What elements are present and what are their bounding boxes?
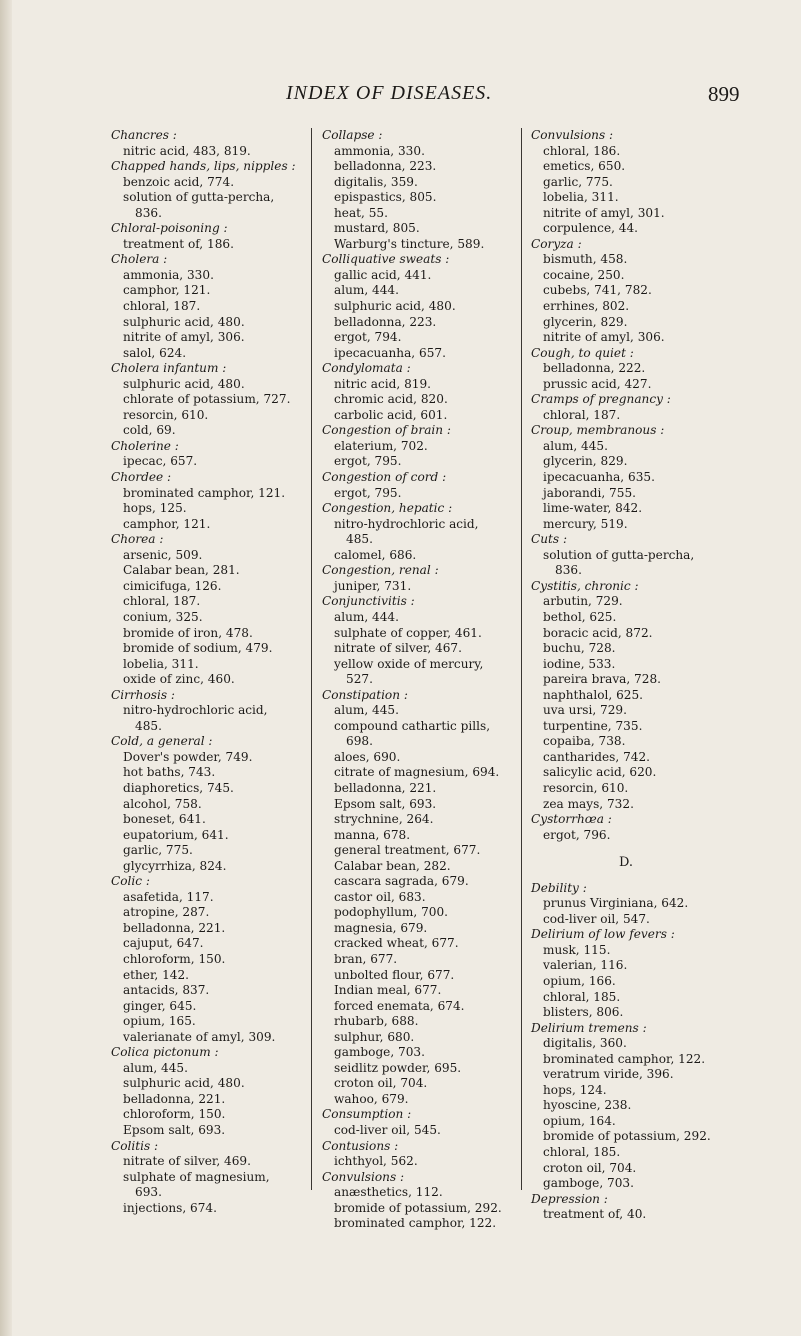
index-entry: ammonia, 330. (334, 143, 425, 158)
index-entry: cod-liver oil, 545. (334, 1123, 441, 1137)
index-entry: hops, 125. (123, 501, 187, 516)
index-entry: epispastics, 805. (334, 190, 437, 205)
index-entry: boracic acid, 872. (543, 625, 653, 640)
index-entry: Epsom salt, 693. (334, 796, 437, 811)
index-heading: Colliquative sweats : (322, 252, 450, 267)
index-entry: copaiba, 738. (543, 734, 626, 749)
running-title: INDEX OF DISEASES. (286, 82, 493, 104)
index-heading: Congestion, hepatic : (322, 501, 453, 516)
index-entry: opium, 164. (543, 1113, 616, 1128)
index-heading: Constipation : (322, 687, 408, 702)
index-heading: Cystitis, chronic : (531, 578, 639, 593)
index-heading: Delirium of low fevers : (531, 927, 675, 942)
index-entry: boneset, 641. (123, 812, 206, 827)
index-entry: errhines, 802. (543, 299, 630, 314)
index-entry: gamboge, 703. (543, 1176, 634, 1191)
index-entry: croton oil, 704. (543, 1160, 637, 1175)
index-entry: strychnine, 264. (334, 812, 434, 827)
index-entry: ergot, 796. (543, 827, 611, 842)
index-entry: bromide of sodium, 479. (123, 641, 273, 656)
index-entry: camphor, 121. (123, 283, 211, 298)
index-entry: calomel, 686. (334, 547, 417, 562)
index-entry: antacids, 837. (123, 983, 210, 998)
index-entry: rhubarb, 688. (334, 1014, 419, 1029)
index-entry: manna, 678. (334, 827, 411, 842)
index-entry: nitrate of silver, 467. (334, 641, 462, 656)
index-entry: garlic, 775. (123, 843, 193, 858)
column-rule-1 (311, 128, 312, 1190)
index-entry: chloral, 185. (543, 989, 621, 1004)
index-entry: cracked wheat, 677. (334, 936, 459, 951)
index-heading: Conjunctivitis : (322, 594, 415, 609)
index-entry: cascara sagrada, 679. (334, 874, 469, 889)
index-entry: ammonia, 330. (123, 267, 214, 282)
index-entry: atropine, 287. (123, 905, 210, 920)
index-entry: zea mays, 732. (543, 796, 634, 811)
index-entry: veratrum viride, 396. (543, 1067, 674, 1082)
index-entry: cajuput, 647. (123, 936, 204, 951)
index-entry: resorcin, 610. (123, 407, 209, 422)
index-entry: nitrite of amyl, 306. (123, 330, 245, 345)
index-entry: belladonna, 221. (334, 780, 437, 795)
index-entry: solution of gutta-percha, 836. (543, 547, 695, 578)
index-entry: pareira brava, 728. (543, 672, 661, 687)
index-entry: belladonna, 221. (123, 920, 226, 935)
index-entry: valerian, 116. (543, 958, 628, 973)
index-heading: Contusions : (322, 1138, 399, 1153)
index-entry: nitro-hydrochloric acid, 485. (123, 703, 268, 733)
index-entry: chloral, 187. (123, 594, 201, 609)
page-edge (0, 0, 12, 1336)
index-entry: alum, 444. (334, 283, 399, 298)
index-entry: iodine, 533. (543, 656, 616, 671)
index-entry: croton oil, 704. (334, 1076, 428, 1091)
index-heading: Delirium tremens : (531, 1020, 647, 1035)
index-entry: alum, 445. (543, 438, 608, 453)
index-entry: nitrate of silver, 469. (123, 1154, 251, 1169)
index-entry: injections, 674. (123, 1200, 217, 1215)
index-heading: Congestion, renal : (322, 563, 439, 578)
index-entry: oxide of zinc, 460. (123, 672, 235, 687)
index-entry: ginger, 645. (123, 998, 197, 1013)
index-entry: chloral, 187. (543, 407, 621, 422)
index-entry: Epsom salt, 693. (123, 1123, 226, 1137)
index-entry: mercury, 519. (543, 516, 628, 531)
index-entry: hyoscine, 238. (543, 1098, 632, 1113)
index-entry: citrate of magnesium, 694. (334, 765, 500, 780)
index-entry: chlorate of potassium, 727. (123, 392, 291, 407)
index-heading: Colica pictonum : (111, 1045, 219, 1060)
index-entry: digitalis, 359. (334, 174, 418, 189)
index-entry: hops, 124. (543, 1082, 607, 1097)
index-heading: Debility : (531, 880, 587, 895)
index-entry: prussic acid, 427. (543, 376, 652, 391)
index-heading: Congestion of cord : (322, 470, 447, 485)
index-heading: Colic : (111, 874, 150, 889)
index-entry: lobelia, 311. (543, 190, 619, 205)
index-heading: Chapped hands, lips, nipples : (111, 159, 296, 174)
index-entry: belladonna, 223. (334, 159, 437, 174)
index-entry: camphor, 121. (123, 516, 211, 531)
index-entry: ichthyol, 562. (334, 1154, 418, 1169)
index-entry: ether, 142. (123, 967, 190, 982)
index-entry: bromide of potassium, 292. (543, 1129, 711, 1144)
index-entry: gamboge, 703. (334, 1045, 425, 1060)
section-letter: D. (618, 855, 634, 871)
index-entry: chloral, 187. (123, 299, 201, 314)
index-entry: brominated camphor, 121. (123, 485, 286, 500)
index-entry: prunus Virginiana, 642. (543, 896, 689, 911)
index-entry: aloes, 690. (334, 749, 401, 764)
index-entry: treatment of, 186. (123, 236, 234, 251)
index-heading: Cystorrhœa : (531, 812, 612, 827)
index-entry: chloral, 185. (543, 1145, 621, 1159)
index-entry: corpulence, 44. (543, 221, 639, 236)
index-entry: sulphuric acid, 480. (123, 1076, 245, 1091)
index-entry: resorcin, 610. (543, 780, 629, 795)
index-entry: brominated camphor, 122. (334, 1216, 497, 1231)
index-entry: belladonna, 223. (334, 314, 437, 329)
index-heading: Congestion of brain : (322, 423, 451, 438)
index-heading: Convulsions : (531, 128, 614, 142)
index-entry: juniper, 731. (334, 578, 412, 593)
index-entry: ipecac, 657. (123, 454, 198, 469)
index-entry: emetics, 650. (543, 159, 626, 174)
index-heading: Cough, to quiet : (531, 345, 634, 360)
index-entry: cocaine, 250. (543, 267, 625, 282)
index-entry: arbutin, 729. (543, 594, 623, 609)
index-entry: elaterium, 702. (334, 438, 428, 453)
index-heading: Cramps of pregnancy : (531, 392, 671, 407)
index-entry: arsenic, 509. (123, 547, 203, 562)
index-entry: hot baths, 743. (123, 765, 216, 780)
index-entry: Calabar bean, 281. (123, 563, 240, 578)
index-entry: alum, 445. (123, 1060, 188, 1075)
index-entry: sulphuric acid, 480. (123, 376, 245, 391)
index-heading: Cholera infantum : (111, 361, 227, 376)
index-entry: nitric acid, 819. (334, 376, 431, 391)
index-entry: naphthalol, 625. (543, 687, 644, 702)
index-entry: ergot, 795. (334, 454, 402, 469)
index-entry: solution of gutta-percha, 836. (123, 190, 275, 220)
index-entry: nitric acid, 483, 819. (123, 143, 251, 158)
index-entry: belladonna, 221. (123, 1091, 226, 1106)
index-heading: Chloral-poisoning : (111, 221, 228, 236)
index-entry: sulphuric acid, 480. (123, 314, 245, 329)
index-entry: alum, 444. (334, 609, 399, 624)
index-entry: cimicifuga, 126. (123, 578, 222, 593)
index-entry: ergot, 795. (334, 485, 402, 500)
index-heading: Consumption : (322, 1107, 412, 1122)
running-header (0, 82, 801, 112)
index-entry: eupatorium, 641. (123, 827, 229, 842)
index-heading: Croup, membranous : (531, 423, 665, 438)
index-entry: podophyllum, 700. (334, 905, 449, 920)
index-entry: salicylic acid, 620. (543, 765, 657, 780)
index-entry: Dover's powder, 749. (123, 749, 253, 764)
index-entry: compound cathartic pills, 698. (334, 718, 491, 749)
index-entry: digitalis, 360. (543, 1036, 627, 1051)
index-entry: cantharides, 742. (543, 749, 651, 764)
index-entry: turpentine, 735. (543, 718, 643, 733)
index-entry: asafetida, 117. (123, 889, 214, 904)
index-entry: sulphur, 680. (334, 1029, 415, 1044)
index-entry: anæsthetics, 112. (334, 1185, 443, 1200)
index-entry: Warburg's tincture, 589. (334, 236, 485, 251)
index-heading: Chancres : (111, 128, 177, 142)
index-heading: Colitis : (111, 1138, 159, 1153)
index-entry: glycerin, 829. (543, 314, 628, 329)
index-entry: carbolic acid, 601. (334, 407, 448, 422)
index-heading: Coryza : (531, 236, 582, 251)
index-entry: treatment of, 40. (543, 1207, 647, 1222)
page-number: 899 (708, 82, 740, 106)
index-entry: unbolted flour, 677. (334, 967, 455, 982)
index-entry: bromide of potassium, 292. (334, 1200, 502, 1215)
index-heading: Cirrhosis : (111, 687, 175, 702)
index-entry: cubebs, 741, 782. (543, 283, 652, 298)
index-entry: benzoic acid, 774. (123, 174, 235, 189)
index-entry: sulphuric acid, 480. (334, 299, 456, 314)
index-entry: ipecacuanha, 657. (334, 345, 446, 360)
index-column-1 (111, 128, 296, 1216)
index-entry: forced enemata, 674. (334, 998, 465, 1013)
index-entry: general treatment, 677. (334, 843, 481, 858)
index-entry: uva ursi, 729. (543, 703, 627, 718)
index-heading: Condylomata : (322, 361, 411, 376)
index-entry: lime-water, 842. (543, 501, 643, 516)
index-heading: Cold, a general : (111, 734, 213, 749)
index-column-3 (531, 128, 721, 1223)
index-entry: belladonna, 222. (543, 361, 646, 376)
index-entry: yellow oxide of mercury, 527. (334, 656, 484, 687)
index-entry: chloroform, 150. (123, 1107, 226, 1122)
index-entry: chloral, 186. (543, 143, 621, 158)
index-entry: lobelia, 311. (123, 656, 199, 671)
index-entry: opium, 166. (543, 973, 616, 988)
index-entry: bismuth, 458. (543, 252, 628, 267)
index-entry: Calabar bean, 282. (334, 858, 451, 873)
index-heading: Depression : (531, 1191, 608, 1206)
column-rule-2 (521, 128, 522, 1190)
index-heading: Chorea : (111, 532, 164, 547)
index-entry: blisters, 806. (543, 1005, 624, 1020)
index-heading: Cholera : (111, 252, 168, 267)
index-entry: ergot, 794. (334, 330, 402, 345)
index-entry: glycerin, 829. (543, 454, 628, 469)
index-entry: cod-liver oil, 547. (543, 911, 650, 926)
index-entry: cold, 69. (123, 423, 176, 438)
index-entry: nitrite of amyl, 306. (543, 330, 665, 345)
index-entry: valerianate of amyl, 309. (123, 1029, 276, 1044)
index-entry: musk, 115. (543, 942, 611, 957)
index-entry: gallic acid, 441. (334, 267, 432, 282)
index-entry: seidlitz powder, 695. (334, 1060, 462, 1075)
index-entry: chromic acid, 820. (334, 392, 448, 407)
index-entry: Indian meal, 677. (334, 983, 442, 998)
index-heading: Cholerine : (111, 438, 179, 453)
index-entry: salol, 624. (123, 345, 187, 360)
index-entry: glycyrrhiza, 824. (123, 858, 227, 873)
index-entry: chloroform, 150. (123, 951, 226, 966)
index-entry: heat, 55. (334, 205, 388, 220)
index-entry: ipecacuanha, 635. (543, 470, 655, 485)
index-entry: bethol, 625. (543, 609, 617, 624)
index-entry: opium, 165. (123, 1014, 196, 1029)
index-entry: nitrite of amyl, 301. (543, 205, 665, 220)
index-entry: wahoo, 679. (334, 1091, 409, 1106)
index-entry: alum, 445. (334, 703, 399, 718)
index-heading: Collapse : (322, 128, 383, 142)
index-entry: brominated camphor, 122. (543, 1051, 706, 1066)
index-entry: magnesia, 679. (334, 920, 428, 935)
index-entry: sulphate of magnesium, 693. (123, 1169, 270, 1200)
index-entry: mustard, 805. (334, 221, 420, 236)
index-entry: bromide of iron, 478. (123, 625, 253, 640)
index-entry: conium, 325. (123, 609, 203, 624)
index-heading: Chordee : (111, 470, 172, 485)
index-heading: Cuts : (531, 532, 568, 547)
index-entry: nitro-hydrochloric acid, 485. (334, 516, 479, 547)
index-entry: buchu, 728. (543, 641, 616, 656)
index-entry: sulphate of copper, 461. (334, 625, 482, 640)
index-entry: garlic, 775. (543, 174, 613, 189)
index-entry: bran, 677. (334, 951, 398, 966)
index-heading: Convulsions : (322, 1169, 405, 1184)
index-entry: castor oil, 683. (334, 889, 426, 904)
index-entry: diaphoretics, 745. (123, 780, 234, 795)
index-entry: jaborandi, 755. (543, 485, 636, 500)
index-column-2 (322, 128, 508, 1232)
index-entry: alcohol, 758. (123, 796, 202, 811)
